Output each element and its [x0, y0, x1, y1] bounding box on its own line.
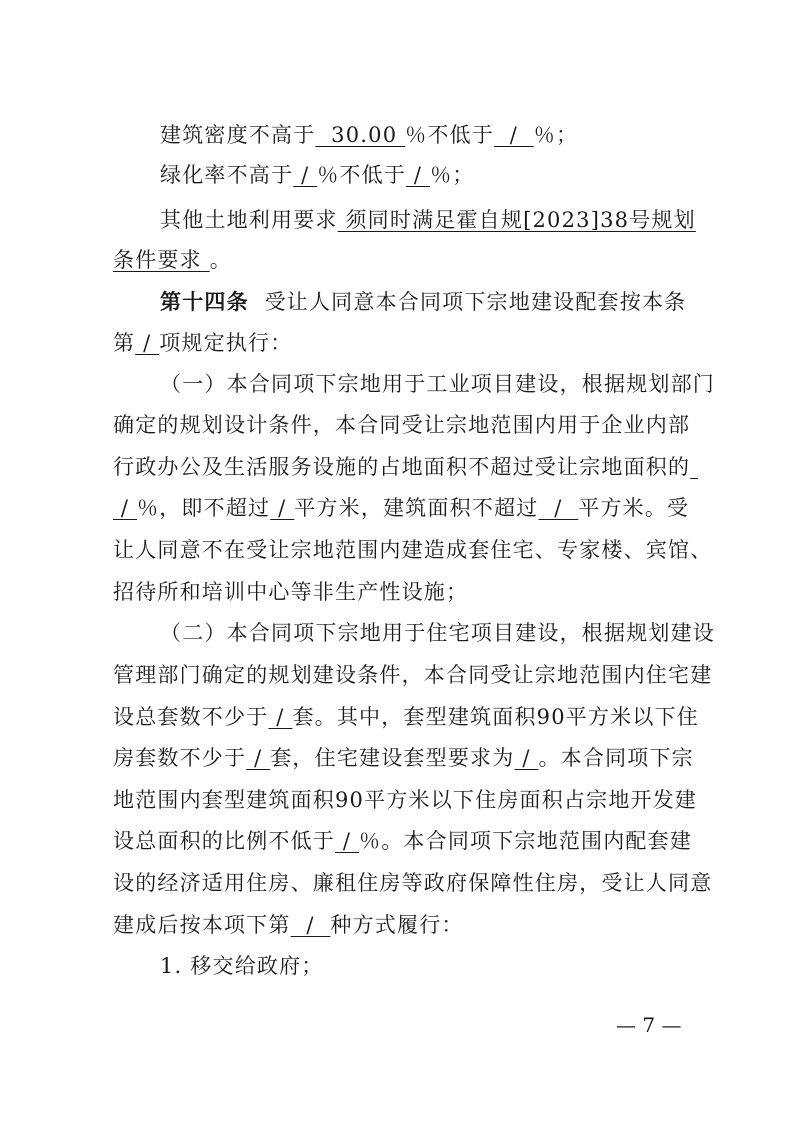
article-14-heading-line: 第十四条 受让人同意本合同项下宗地建设配套按本条 — [160, 289, 687, 314]
clause-2-line-6: 设总面积的比例不低于 / ％。本合同项下宗地范围内配套建 — [113, 829, 693, 853]
building-density-min: / — [493, 123, 534, 147]
fulfillment-method: / — [290, 913, 331, 937]
clause-2-line-7: 设的经济适用住房、廉租住房等政府保障性住房，受让人同意 — [113, 871, 713, 895]
clause-2-line-8: 建成后按本项下第 / 种方式履行： — [113, 913, 464, 937]
page-number: — 7 — — [616, 1013, 682, 1037]
method-1-line: 1. 移交给政府； — [160, 954, 324, 978]
clause-1-line-3: 行政办公及生活服务设施的占地面积不超过受让宗地面积的 — [113, 455, 691, 479]
small-units-min: / — [246, 746, 271, 770]
greening-rate-max: / — [293, 163, 318, 187]
clause-1-line-5: 让人同意不在受让宗地范围内建造成套住宅、专家楼、宾馆、 — [113, 538, 713, 562]
clause-1-line-6: 招待所和培训中心等非生产性设施； — [113, 580, 469, 604]
clause-1-line-2: 确定的规划设计条件，本合同受让宗地范围内用于企业内部 — [113, 413, 691, 437]
article-14-title: 第十四条 — [160, 289, 249, 314]
office-floor-area: / — [538, 496, 579, 520]
greening-rate-min: / — [406, 163, 431, 187]
building-density-line: 建筑密度不高于 30.00 ％不低于 / ％； — [160, 123, 579, 147]
building-density-max: 30.00 — [315, 123, 406, 147]
total-units-min: / — [268, 705, 293, 729]
clause-2-line-2: 管理部门确定的规划建设条件，本合同受让宗地范围内住宅建 — [113, 663, 713, 687]
office-area-percent: / — [113, 496, 138, 520]
other-requirements-value: 须同时满足霍自规[2023]38号规划 — [337, 208, 696, 232]
clause-2-line-3: 设总套数不少于 / 套。其中，套型建筑面积90平方米以下住 — [113, 705, 699, 729]
clause-2-line-4: 房套数不少于 / 套，住宅建设套型要求为 / 。本合同项下宗 — [113, 746, 694, 770]
office-land-area: / — [270, 496, 295, 520]
small-unit-area-ratio: / — [335, 829, 360, 853]
other-requirements-line: 其他土地利用要求 须同时满足霍自规[2023]38号规划 — [160, 208, 696, 232]
clause-1-line-1: （一）本合同项下宗地用于工业项目建设，根据规划部门 — [160, 372, 715, 396]
article-14-item-line: 第 / 项规定执行： — [113, 331, 293, 355]
other-requirements-continued: 条件要求 。 — [113, 248, 232, 272]
clause-2-line-1: （二）本合同项下宗地用于住宅项目建设，根据规划建设 — [160, 621, 715, 645]
clause-1-line-4: / ％，即不超过 / 平方米，建筑面积不超过 / 平方米。受 — [113, 496, 690, 520]
article-14-item-number: / — [135, 331, 160, 355]
clause-2-line-5: 地范围内套型建筑面积90平方米以下住房面积占宗地开发建 — [113, 788, 698, 812]
unit-type-requirement: / — [514, 746, 539, 770]
greening-rate-line: 绿化率不高于 / ％不低于 / ％； — [160, 163, 475, 187]
